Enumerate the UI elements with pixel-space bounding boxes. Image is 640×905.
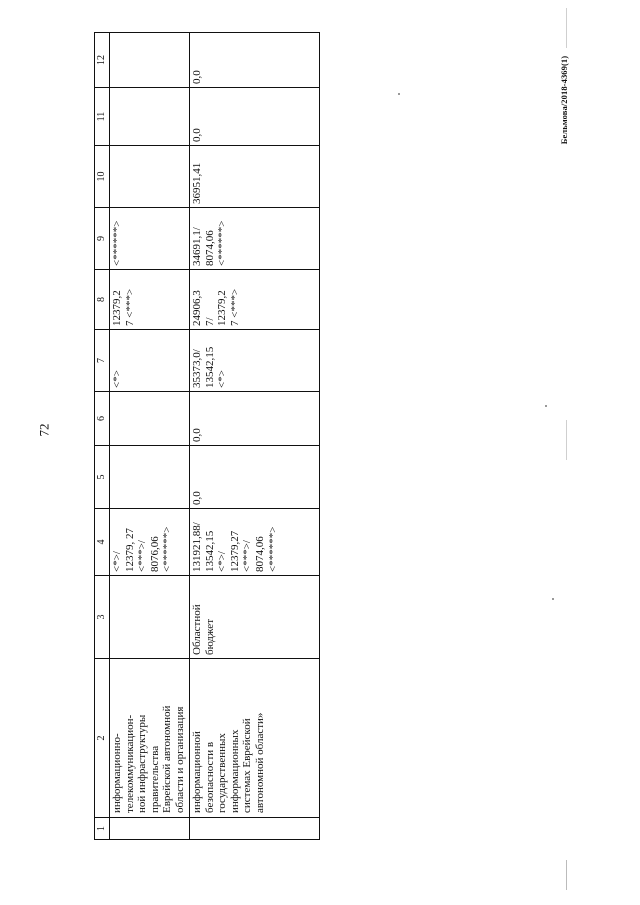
value-cell xyxy=(190,33,320,88)
funding-source-cell xyxy=(190,576,320,659)
cell-line: информационно- xyxy=(111,733,123,813)
header-cell: 4 xyxy=(95,509,110,576)
cell-line: 131921,88/ xyxy=(191,522,203,572)
cell-line: 12379,27 xyxy=(228,530,241,572)
funding-source-cell xyxy=(110,576,190,659)
cell-line: 0,0 xyxy=(191,128,203,142)
value-cell xyxy=(190,208,320,270)
document-code: Бельмова/2018-4369(1) xyxy=(559,55,570,145)
cell-line: 7 <***> xyxy=(228,288,241,326)
cell-line: 12379,2 xyxy=(111,290,123,326)
cell-line: 0,0 xyxy=(191,70,203,84)
header-cell: 5 xyxy=(95,446,110,509)
cell-line: <*>/ xyxy=(111,551,123,572)
cell-line: 34691,1/ xyxy=(191,227,203,266)
table-row xyxy=(190,33,320,840)
cell-line: <******> xyxy=(111,220,123,266)
value-cell xyxy=(110,446,190,509)
row-number-cell xyxy=(190,818,320,840)
cell-line: 13542,15 xyxy=(203,346,216,388)
table-row xyxy=(110,33,190,840)
cell-line: Областной xyxy=(191,604,203,655)
header-cell: 3 xyxy=(95,576,110,659)
header-cell: 10 xyxy=(95,146,110,208)
cell-line: 36951,41 xyxy=(191,162,203,204)
cell-line: ной инфраструктуры xyxy=(136,714,149,813)
cell-line: 24906,3 xyxy=(191,290,203,326)
value-cell xyxy=(110,330,190,392)
header-row xyxy=(95,33,110,840)
header-cell: 12 xyxy=(95,33,110,88)
cell-line: <******> xyxy=(216,220,229,266)
scan-edge-line xyxy=(566,860,567,890)
scan-speck xyxy=(552,598,554,600)
cell-line: <*> xyxy=(216,370,229,388)
cell-line: 12379,2 xyxy=(216,290,229,326)
header-cell: 2 xyxy=(95,659,110,818)
cell-line: <*> xyxy=(111,370,123,388)
cell-line: 12379, 27 xyxy=(123,528,136,572)
value-cell xyxy=(110,33,190,88)
page-number: 72 xyxy=(36,423,52,437)
header-cell: 7 xyxy=(95,330,110,392)
value-cell xyxy=(110,88,190,146)
cell-line: автономной области» xyxy=(253,712,266,813)
cell-line: системах Еврейской xyxy=(241,718,254,813)
cell-line: 0,0 xyxy=(191,491,203,505)
cell-line: безопасности в xyxy=(203,741,216,813)
header-cell: 11 xyxy=(95,88,110,146)
value-cell xyxy=(190,446,320,509)
cell-line: информационной xyxy=(191,731,203,813)
value-cell xyxy=(110,208,190,270)
cell-line: <*>/ xyxy=(216,551,229,572)
budget-table xyxy=(94,32,320,840)
budget-table-container xyxy=(94,33,320,840)
total-cell xyxy=(110,509,190,576)
value-cell xyxy=(190,146,320,208)
cell-line: Еврейской автономной xyxy=(161,705,174,813)
header-cell: 1 xyxy=(95,818,110,840)
scan-edge-line xyxy=(566,420,567,460)
scan-edge-line xyxy=(566,8,567,48)
total-cell xyxy=(190,509,320,576)
value-cell xyxy=(110,392,190,446)
cell-line: 8074,06 xyxy=(253,536,266,572)
header-cell: 8 xyxy=(95,270,110,330)
cell-line: информационных xyxy=(228,729,241,813)
cell-line: области и организация xyxy=(173,706,186,813)
scan-speck xyxy=(545,405,547,407)
value-cell xyxy=(190,88,320,146)
row-number-cell xyxy=(110,818,190,840)
cell-line: бюджет xyxy=(203,619,216,655)
header-cell: 6 xyxy=(95,392,110,446)
program-name-cell xyxy=(190,659,320,818)
cell-line: 7 <***> xyxy=(123,288,136,326)
value-cell xyxy=(190,392,320,446)
scan-speck xyxy=(398,93,400,95)
cell-line: 13542,15 xyxy=(203,530,216,572)
cell-line: правительства xyxy=(148,745,161,813)
header-cell: 9 xyxy=(95,208,110,270)
value-cell xyxy=(190,330,320,392)
value-cell xyxy=(190,270,320,330)
cell-line: 35373,0/ xyxy=(191,349,203,388)
cell-line: телекоммуникацион- xyxy=(123,714,136,813)
cell-line: 8076,06 xyxy=(148,536,161,572)
value-cell xyxy=(110,146,190,208)
cell-line: 0,0 xyxy=(191,428,203,442)
cell-line: 7/ xyxy=(203,317,216,326)
cell-line: государственных xyxy=(216,733,229,813)
cell-line: 8074,06 xyxy=(203,230,216,266)
program-name-cell xyxy=(110,659,190,818)
cell-line: <***>/ xyxy=(241,540,254,572)
cell-line: <***>/ xyxy=(136,540,149,572)
cell-line: <******> xyxy=(266,526,279,572)
value-cell xyxy=(110,270,190,330)
cell-line: <******> xyxy=(161,526,174,572)
